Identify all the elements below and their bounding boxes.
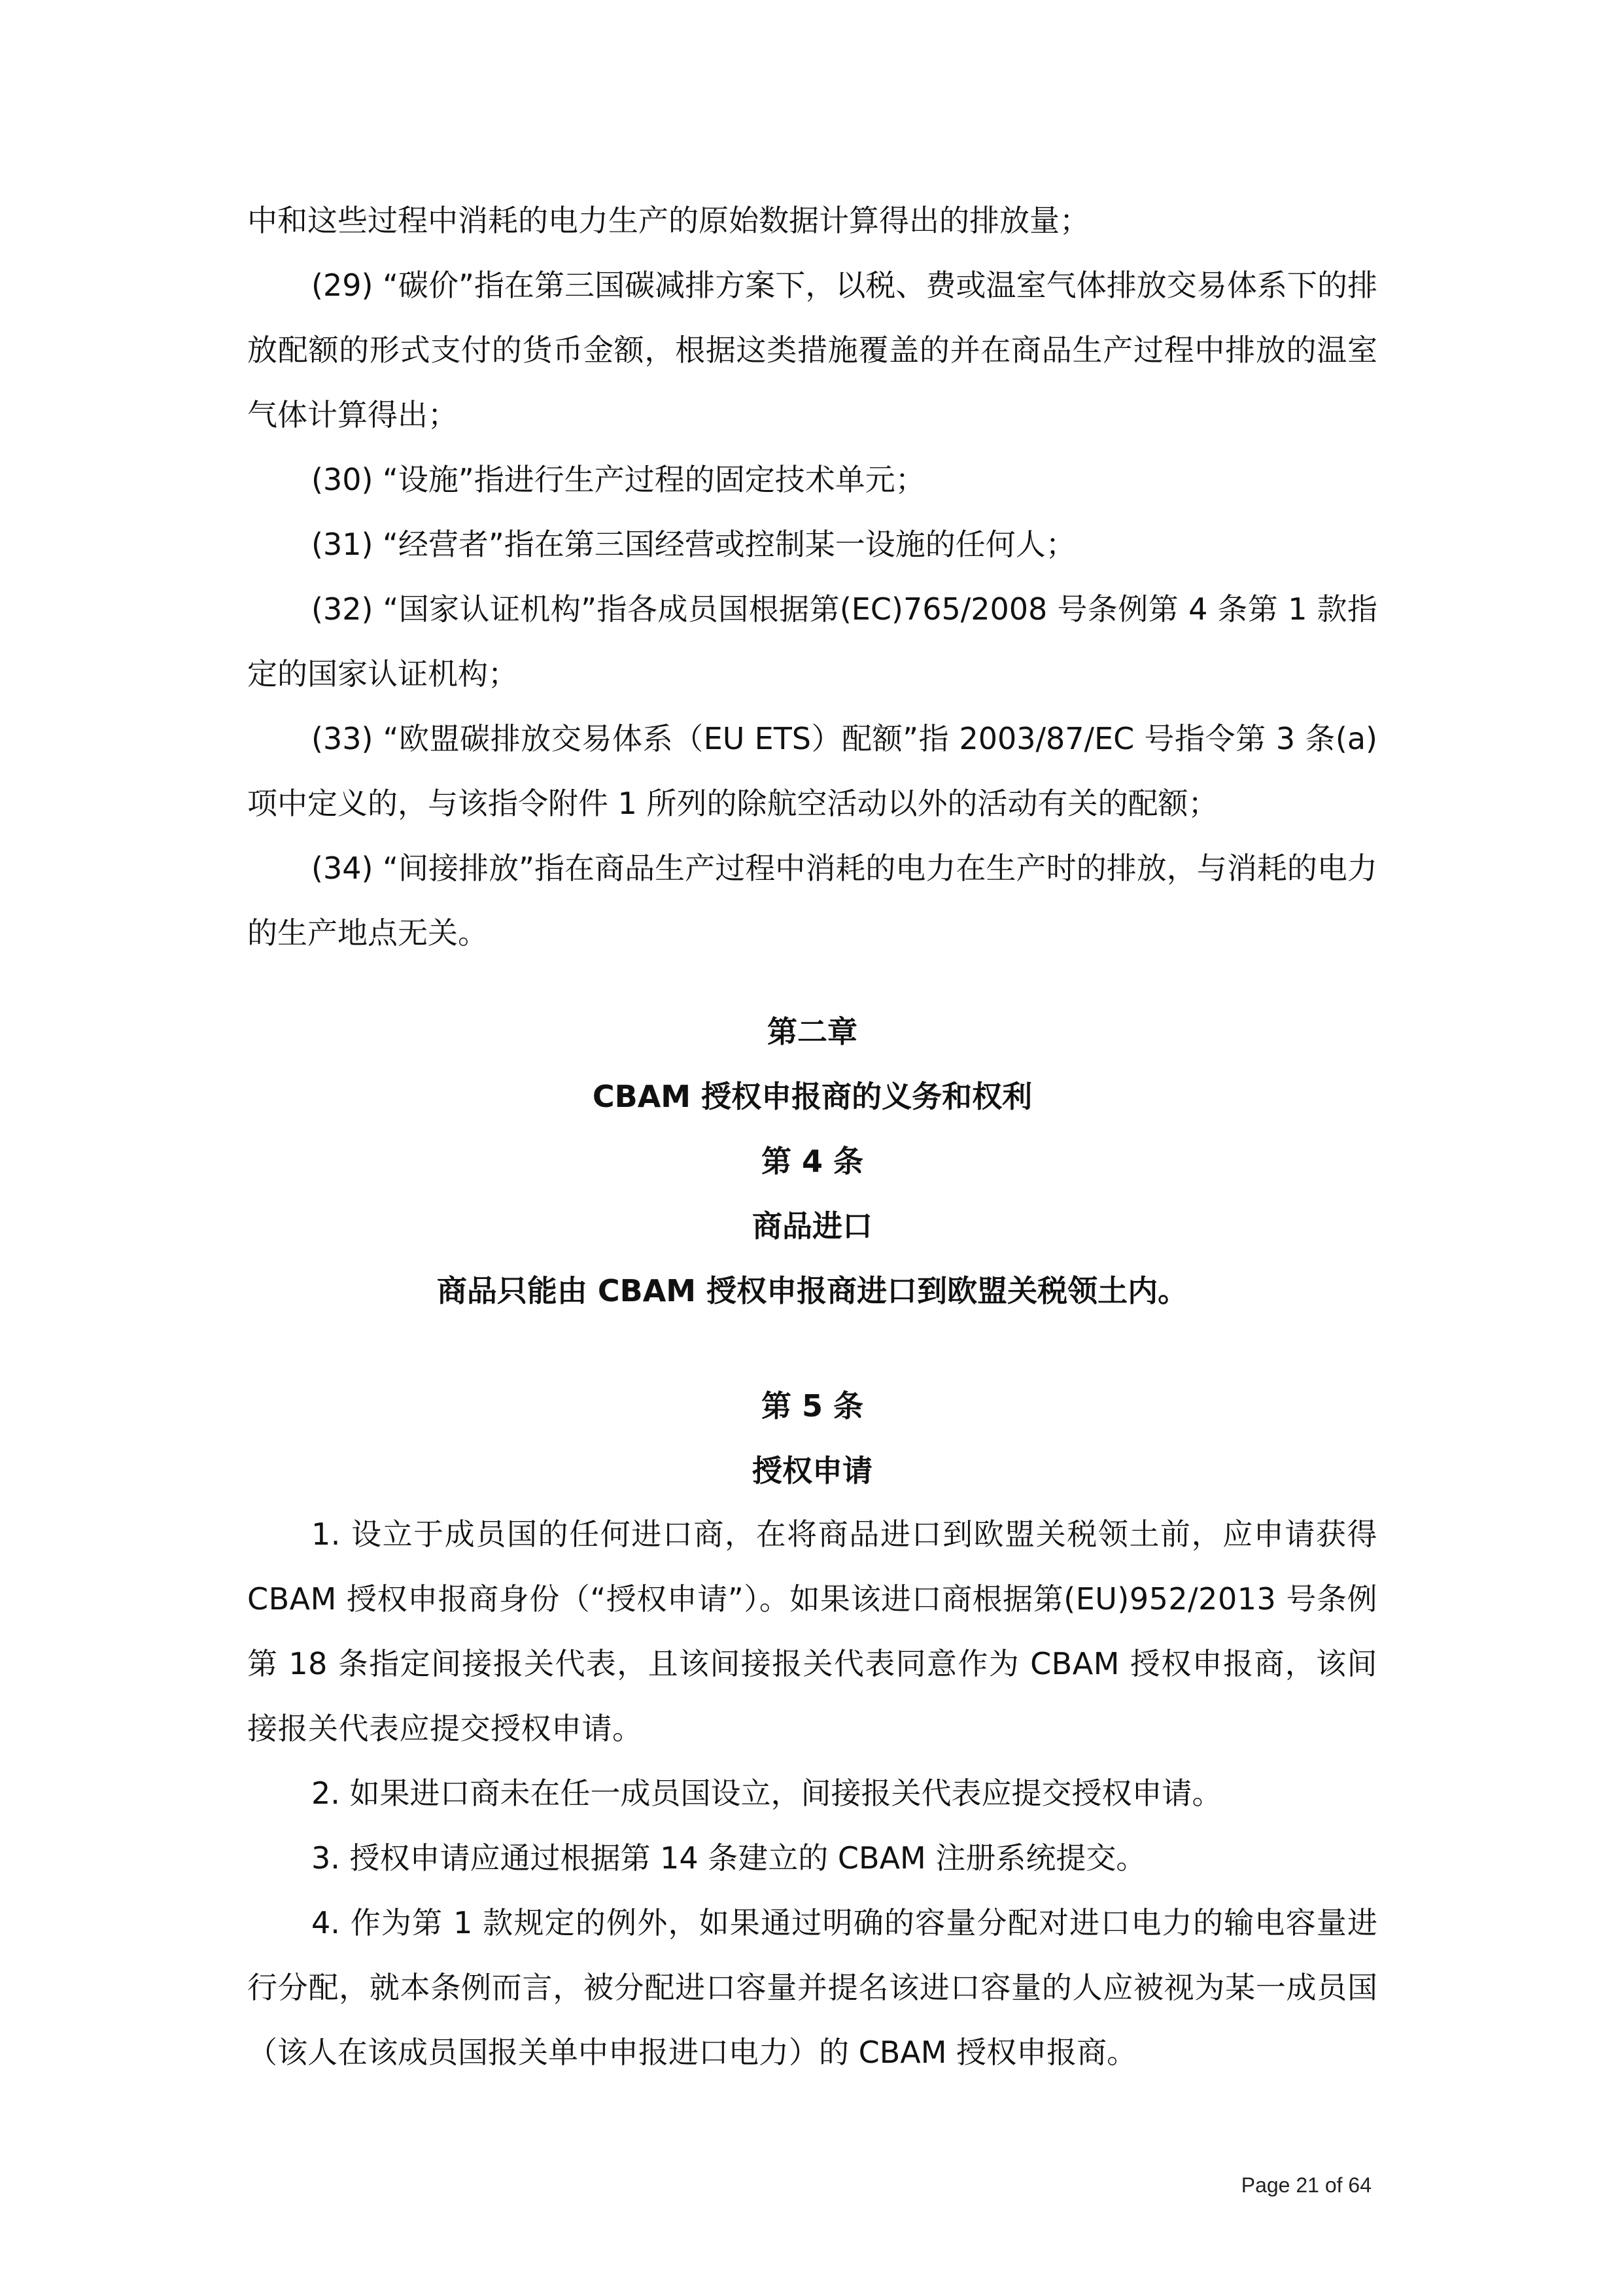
definition-30: (30) “设施”指进行生产过程的固定技术单元； bbox=[311, 462, 925, 497]
article-5-heading bbox=[247, 1374, 1377, 1503]
article-5-title: 授权申请 bbox=[752, 1453, 872, 1488]
article-5-paragraph-4: 4. 作为第 1 款规定的例外，如果通过明确的容量分配对进口电力的输电容量进行分配，就本条例而言，被分配进口容量并提名该进口容量的人应被视为某一成员国（该人在该成员国报关单中申报进口电力）的 CBAM 授权申报商。 bbox=[247, 1905, 1377, 2070]
article-5-paragraph-1: 1. 设立于成员国的任何进口商，在将商品进口到欧盟关税领土前，应申请获得 CBAM 授权申报商身份（“授权申请”）。如果该进口商根据第(EU)952/2013 号条例第 18 条指定间接报关代表，且该间接报关代表同意作为 CBAM 授权申报商，该间接报关代表应提交授权申请。 bbox=[247, 1516, 1377, 1746]
article-5-number: 第 5 条 bbox=[761, 1388, 864, 1424]
article-5-body bbox=[247, 1502, 1377, 2085]
chapter-title: CBAM 授权申报商的义务和权利 bbox=[592, 1079, 1033, 1114]
article-5-paragraph-3: 3. 授权申请应通过根据第 14 条建立的 CBAM 注册系统提交。 bbox=[311, 1840, 1147, 1876]
definition-continuation: 中和这些过程中消耗的电力生产的原始数据计算得出的排放量； bbox=[247, 203, 1090, 238]
definitions-section bbox=[247, 188, 1377, 966]
definition-31: (31) “经营者”指在第三国经营或控制某一设施的任何人； bbox=[311, 527, 1076, 562]
page-number-footer: Page 21 of 64 bbox=[1241, 2173, 1372, 2197]
definition-33: (33) “欧盟碳排放交易体系（EU ETS）配额”指 2003/87/EC 号指令第 3 条(a)项中定义的，与该指令附件 1 所列的除航空活动以外的活动有关的配额； bbox=[247, 721, 1377, 821]
article-5-paragraph-2: 2. 如果进口商未在任一成员国设立，间接报关代表应提交授权申请。 bbox=[311, 1776, 1222, 1811]
article-4-number: 第 4 条 bbox=[761, 1144, 864, 1179]
definition-32: (32) “国家认证机构”指各成员国根据第(EC)765/2008 号条例第 4 条第 1 款指定的国家认证机构； bbox=[247, 591, 1377, 692]
chapter-number: 第二章 bbox=[767, 1014, 857, 1049]
article-4-text: 商品只能由 CBAM 授权申报商进口到欧盟关税领土内。 bbox=[436, 1273, 1188, 1308]
definition-29: (29) “碳价”指在第三国碳减排方案下，以税、费或温室气体排放交易体系下的排放配额的形式支付的货币金额，根据这类措施覆盖的并在商品生产过程中排放的温室气体计算得出； bbox=[247, 268, 1377, 432]
chapter-two-heading bbox=[247, 1000, 1377, 1323]
article-4-title: 商品进口 bbox=[752, 1208, 872, 1244]
definition-34: (34) “间接排放”指在商品生产过程中消耗的电力在生产时的排放，与消耗的电力的生产地点无关。 bbox=[247, 850, 1377, 951]
